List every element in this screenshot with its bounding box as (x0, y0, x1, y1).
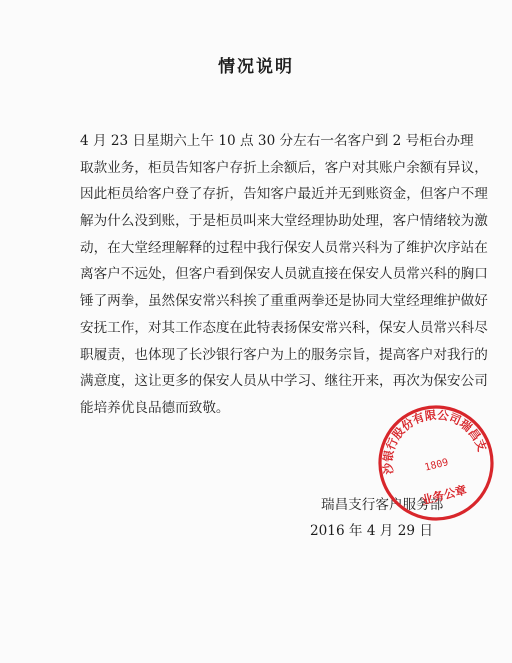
body-line: 职履责，也体现了长沙银行客户为上的服务宗旨，提高客户对我行的 (80, 346, 488, 363)
body-line: 解为什么没到账，于是柜员叫来大堂经理协助处理，客户情绪较为激 (80, 213, 488, 230)
seal-number: 1809 (423, 457, 450, 474)
signature-date: 2016 年 4 月 29 日 (310, 523, 433, 539)
document-body (80, 128, 488, 422)
document-title: 情况说明 (218, 57, 294, 77)
body-line: 离客户不远处，但客户看到保安人员就直接在保安人员常兴科的胸口 (80, 266, 488, 283)
seal-outer-text: 长沙银行股份有限公司瑞昌支行 (380, 407, 490, 476)
signature-department: 瑞昌支行客户服务部 (321, 497, 444, 513)
body-line: 锤了两拳，虽然保安常兴科挨了重重两拳还是协同大堂经理维护做好 (80, 293, 488, 310)
body-line: 动，在大堂经理解释的过程中我行保安人员常兴科为了维护次序站在 (80, 239, 488, 256)
official-seal (375, 402, 497, 524)
seal-center-text: 业务公章 (419, 482, 468, 508)
body-line: 4 月 23 日星期六上午 10 点 30 分左右一名客户到 2 号柜台办理 (80, 133, 474, 149)
body-line: 满意度，这让更多的保安人员从中学习、继往开来，再次为保安公司 (80, 373, 488, 390)
body-line: 因此柜员给客户登了存折，告知客户最近并无到账资金，但客户不理 (80, 186, 488, 203)
body-line: 能培养优良品德而致敬。 (80, 399, 230, 416)
body-line: 取款业务，柜员告知客户存折上余额后，客户对其账户余额有异议， (80, 159, 488, 176)
body-line: 安抚工作，对其工作态度在此特表扬保安常兴科，保安人员常兴科尽 (80, 319, 488, 336)
